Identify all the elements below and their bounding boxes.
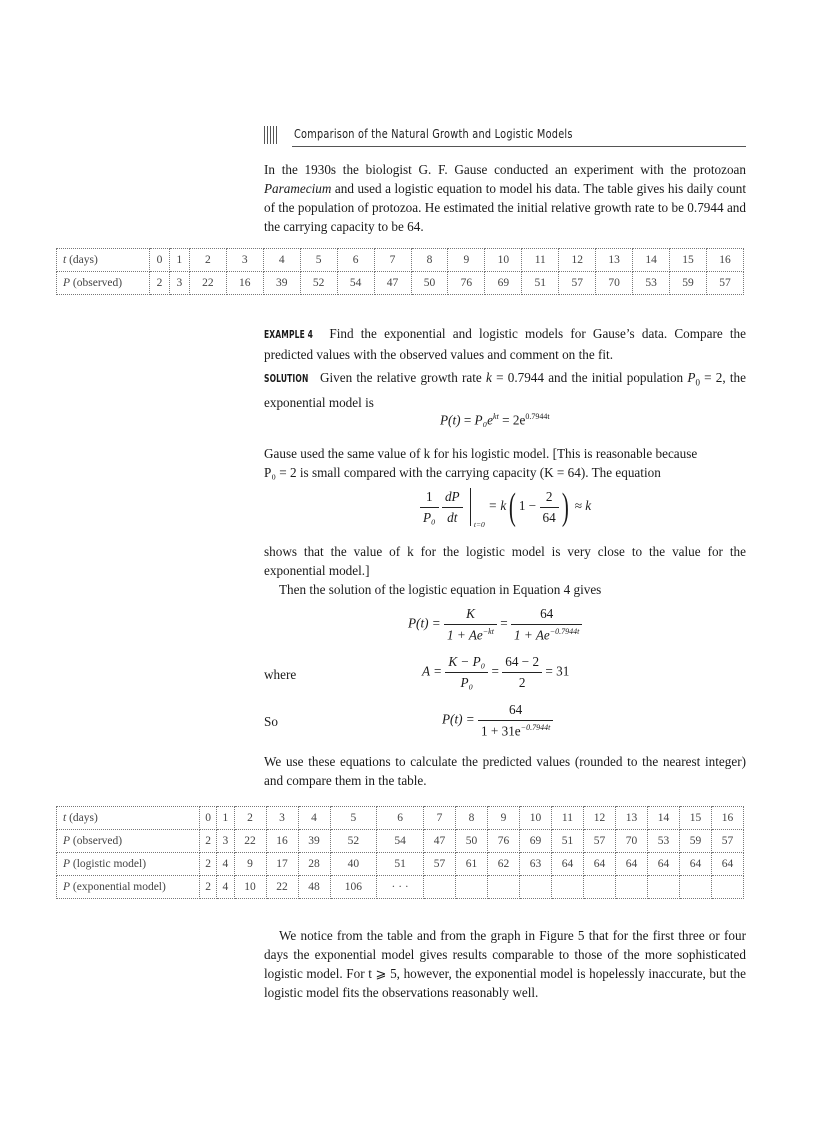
- table-row: [57, 272, 744, 295]
- table-cell: [423, 876, 455, 899]
- eq-a-eq: =: [491, 663, 499, 679]
- table-cell: 3: [226, 249, 263, 272]
- closing-text: We notice from the table and from the graph in Figure 5 that for the first three or four days the exponential model gives results comparable to those of the more sophisticated logistic model. For t ⩾ 5, however, the exponential model is hopelessly inaccurate, but the logistic model fits the observations reasonably well.: [264, 928, 746, 1000]
- table-cell: 39: [263, 272, 300, 295]
- table-cell: 62: [487, 853, 519, 876]
- table-cell: 61: [455, 853, 487, 876]
- table-cell: 59: [670, 272, 707, 295]
- table-cell: 10: [234, 876, 266, 899]
- calc-paragraph: [264, 752, 746, 790]
- table-cell: 22: [234, 830, 266, 853]
- so-label: So: [264, 714, 278, 729]
- gause-line-1: Gause used the same value of k for his logistic model. [This is reasonable because: [264, 446, 698, 461]
- table-cell: 12: [559, 249, 596, 272]
- gause-paragraph: [264, 444, 746, 482]
- table-cell: 6: [377, 807, 424, 830]
- eq-log-eq: =: [500, 615, 508, 631]
- table-cell: 6: [337, 249, 374, 272]
- table-cell: 2: [200, 876, 217, 899]
- eq-so-num: 64: [509, 702, 523, 717]
- table-cell: 51: [551, 830, 583, 853]
- table-cell: 54: [337, 272, 374, 295]
- table-cell: 63: [519, 853, 551, 876]
- table-row: [57, 830, 744, 853]
- eq-deriv-approx: ≈ k: [574, 498, 592, 514]
- eq-deriv-64: 64: [540, 507, 559, 526]
- table-cell: 0: [200, 807, 217, 830]
- table-cell: · · ·: [377, 876, 424, 899]
- solution-label: SOLUTION: [264, 373, 309, 385]
- table-cell: 15: [670, 249, 707, 272]
- eq-log-num1: K: [466, 606, 475, 621]
- table-cell: 4: [217, 853, 234, 876]
- table-cell: 9: [234, 853, 266, 876]
- table-cell: 54: [377, 830, 424, 853]
- eq-a-num1: K − P₀: [448, 654, 486, 669]
- calc-text: We use these equations to calculate the predicted values (rounded to the nearest integer) and compare them in the table.: [264, 754, 746, 788]
- table-cell: 28: [298, 853, 330, 876]
- eq-so-lhs: P(t) =: [442, 711, 475, 727]
- section-title: Comparison of the Natural Growth and Logistic Models: [294, 126, 573, 141]
- eq-log-num2: 64: [540, 606, 554, 621]
- eq-deriv-k: = k: [488, 498, 507, 514]
- then-text: Then the solution of the logistic equation in Equation 4 gives: [279, 582, 602, 597]
- eq-a-num2: 64 − 2: [505, 654, 540, 669]
- table-cell: 5: [300, 249, 337, 272]
- table-cell: 5: [330, 807, 377, 830]
- table-cell: 13: [615, 807, 647, 830]
- equation-so: [442, 702, 553, 739]
- table-cell: 70: [615, 830, 647, 853]
- table-cell: 10: [519, 807, 551, 830]
- table-cell: 51: [522, 272, 559, 295]
- table-cell: 2: [200, 830, 217, 853]
- table-cell: 10: [485, 249, 522, 272]
- table-cell: 8: [455, 807, 487, 830]
- table-cell: 69: [519, 830, 551, 853]
- table-cell: 4: [217, 876, 234, 899]
- row-label: t (days): [57, 807, 200, 830]
- table-cell: 7: [374, 249, 411, 272]
- table-cell: 59: [679, 830, 711, 853]
- eq-log-lhs: P(t) =: [408, 615, 441, 631]
- table-cell: 2: [200, 853, 217, 876]
- section-marker-icon: [264, 126, 278, 144]
- eq-exp-rhs: 2e: [512, 412, 526, 428]
- table-cell: 57: [583, 830, 615, 853]
- intro-italic-word: Paramecium: [264, 181, 332, 196]
- table-cell: 3: [266, 807, 298, 830]
- eq-so-den: 1 + 31e: [481, 723, 521, 739]
- where-label: where: [264, 667, 297, 682]
- equation-a: [422, 654, 569, 691]
- eq-deriv-one-minus: 1 −: [518, 498, 537, 514]
- table-cell: 1: [169, 249, 189, 272]
- intro-paragraph: [264, 160, 746, 236]
- eq-log-den1: 1 + Ae: [447, 627, 483, 643]
- table-cell: [455, 876, 487, 899]
- eq-log-den1-exp: −kt: [482, 627, 494, 636]
- table-cell: 13: [596, 249, 633, 272]
- table-cell: 7: [423, 807, 455, 830]
- table-cell: 4: [298, 807, 330, 830]
- table-cell: 2: [150, 272, 170, 295]
- table-cell: 9: [487, 807, 519, 830]
- eq-deriv-one: 1: [426, 488, 433, 504]
- table-cell: 16: [226, 272, 263, 295]
- table-cell: 3: [217, 830, 234, 853]
- example-label: EXAMPLE 4: [264, 329, 314, 341]
- table-cell: 52: [300, 272, 337, 295]
- table-cell: 50: [411, 272, 448, 295]
- example-paragraph: [264, 324, 746, 364]
- table-cell: 2: [189, 249, 226, 272]
- table-row: [57, 807, 744, 830]
- table-row: [57, 249, 744, 272]
- table-cell: 69: [485, 272, 522, 295]
- eq-exp-middle-exp: kt: [493, 412, 499, 421]
- table-cell: 57: [423, 853, 455, 876]
- table-cell: 51: [377, 853, 424, 876]
- heading-rule: [292, 146, 746, 147]
- observed-data-table: [56, 248, 744, 295]
- table-cell: [551, 876, 583, 899]
- table-cell: 16: [266, 830, 298, 853]
- table-cell: 14: [647, 807, 679, 830]
- table-cell: 64: [679, 853, 711, 876]
- table-cell: [583, 876, 615, 899]
- solution-text-b: and the initial population: [543, 370, 688, 385]
- eq-deriv-dp: dP: [444, 488, 460, 504]
- table-row: [57, 876, 744, 899]
- shows-paragraph: [264, 542, 746, 599]
- table-cell: 57: [559, 272, 596, 295]
- table-cell: 57: [711, 830, 743, 853]
- eq-deriv-p0: P₀: [423, 509, 436, 525]
- table-cell: 4: [263, 249, 300, 272]
- table-cell: 16: [707, 249, 744, 272]
- table-cell: [487, 876, 519, 899]
- table-cell: 22: [266, 876, 298, 899]
- row-label-p: P (observed): [57, 272, 150, 295]
- table-cell: 76: [487, 830, 519, 853]
- table-cell: 47: [374, 272, 411, 295]
- table-cell: 106: [330, 876, 377, 899]
- table-cell: 64: [647, 853, 679, 876]
- table-cell: 0: [150, 249, 170, 272]
- eq-a-lhs: A =: [422, 663, 443, 679]
- eq-a-den2: 2: [502, 672, 542, 691]
- table-cell: [615, 876, 647, 899]
- table-cell: 17: [266, 853, 298, 876]
- table-cell: 12: [583, 807, 615, 830]
- table-cell: 52: [330, 830, 377, 853]
- solution-k-value: 0.7944: [507, 370, 544, 385]
- table-cell: 64: [711, 853, 743, 876]
- table-cell: 8: [411, 249, 448, 272]
- table-cell: 64: [615, 853, 647, 876]
- table-cell: [711, 876, 743, 899]
- solution-paragraph: SOLUTION Given the relative growth rate k = 0.7944 and the initial population $P_0 = 2$, the exponential model is: [264, 370, 747, 410]
- row-label-t: t (days): [57, 249, 150, 272]
- table-cell: 39: [298, 830, 330, 853]
- row-label: P (exponential model): [57, 876, 200, 899]
- closing-paragraph: [264, 926, 746, 1002]
- table-cell: 57: [707, 272, 744, 295]
- table-cell: 70: [596, 272, 633, 295]
- eq-exp-middle: P₀e: [474, 412, 494, 428]
- equation-logistic: [408, 606, 582, 643]
- table-cell: 11: [522, 249, 559, 272]
- section-heading: [264, 124, 746, 150]
- eq-exp-lhs: P(t): [440, 412, 461, 428]
- table-cell: 3: [169, 272, 189, 295]
- table-cell: 1: [217, 807, 234, 830]
- table-cell: [647, 876, 679, 899]
- table-cell: [519, 876, 551, 899]
- table-cell: 11: [551, 807, 583, 830]
- table-cell: 40: [330, 853, 377, 876]
- table-cell: 9: [448, 249, 485, 272]
- solution-text-c: , the exponential model is: [264, 370, 747, 410]
- eq-deriv-at: t=0: [473, 520, 485, 529]
- table-cell: 64: [583, 853, 615, 876]
- table-cell: 2: [234, 807, 266, 830]
- model-comparison-table: [56, 806, 744, 899]
- table-cell: 15: [679, 807, 711, 830]
- table-row: [57, 853, 744, 876]
- evaluation-bar: [470, 488, 485, 529]
- intro-text-post: and used a logistic equation to model his data. The table gives his daily count of the population of protozoa. He estimated the initial relative growth rate to be 0.7944 and the carrying capacity to be 64.: [264, 181, 746, 234]
- equation-exponential: $P(t) = P_0e^{kt} = 2e^{0.7944t}$: [440, 412, 550, 428]
- eq-log-den2: 1 + Ae: [513, 627, 550, 643]
- row-label: P (observed): [57, 830, 200, 853]
- shows-text: shows that the value of k for the logistic model is very close to the value for the exponential model.]: [264, 544, 746, 578]
- table-cell: [679, 876, 711, 899]
- table-cell: 22: [189, 272, 226, 295]
- table-cell: 47: [423, 830, 455, 853]
- equation-derivative: [420, 486, 592, 529]
- eq-log-den2-exp: −0.7944t: [549, 627, 580, 636]
- left-paren: (: [509, 486, 517, 528]
- table-cell: 76: [448, 272, 485, 295]
- eq-deriv-dt: dt: [447, 509, 458, 525]
- right-paren: ): [561, 486, 569, 528]
- table-cell: 14: [633, 249, 670, 272]
- solution-text-a: Given the relative growth rate: [319, 370, 486, 385]
- table-cell: 50: [455, 830, 487, 853]
- solution-p0-value: 2: [715, 370, 723, 385]
- table-cell: 64: [551, 853, 583, 876]
- eq-so-den-exp: −0.7944t: [520, 723, 551, 732]
- table-cell: 53: [647, 830, 679, 853]
- row-label: P (logistic model): [57, 853, 200, 876]
- eq-a-rhs: = 31: [545, 663, 570, 679]
- example-text: Find the exponential and logistic models for Gause’s data. Compare the predicted values with the observed values and comment on the fit.: [264, 326, 746, 362]
- table-cell: 16: [711, 807, 743, 830]
- table-cell: 48: [298, 876, 330, 899]
- eq-exp-rhs-exp: 0.7944t: [525, 412, 550, 421]
- gause-line-2: P₀ = 2 is small compared with the carrying capacity (K = 64). The equation: [264, 465, 661, 480]
- intro-text-pre: In the 1930s the biologist G. F. Gause conducted an experiment with the protozoan: [264, 162, 746, 177]
- table-cell: 53: [633, 272, 670, 295]
- eq-a-den1: P₀: [460, 675, 474, 690]
- eq-deriv-two: 2: [545, 488, 553, 504]
